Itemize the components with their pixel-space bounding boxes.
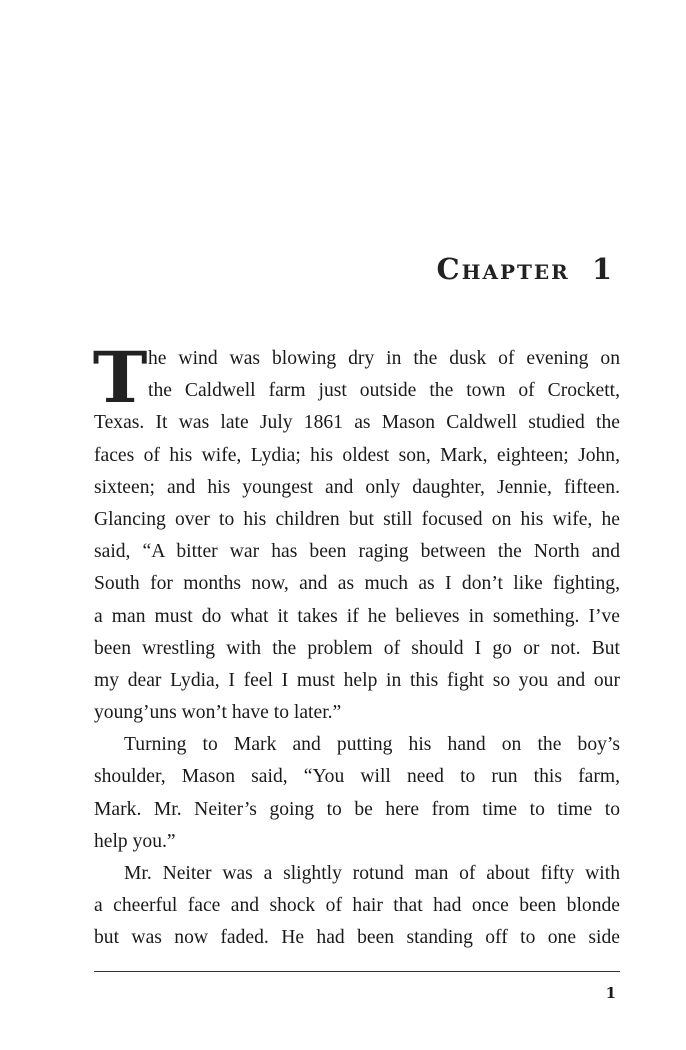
text-line: sixteen; and his youngest and only daughter, Jennie, fifteen. (94, 476, 620, 498)
body-text (92, 336, 620, 955)
footer-rule (94, 971, 620, 972)
text-line: faces of his wife, Lydia; his oldest son, Mark, eighteen; John, (94, 444, 620, 466)
drop-cap: T (92, 336, 148, 419)
text-line: a man must do what it takes if he believes in something. I’ve (94, 605, 620, 627)
text-line: Turning to Mark and putting his hand on the boy’s (124, 734, 620, 756)
chapter-number: 1 (591, 252, 614, 286)
text-line: shoulder, Mason said, “You will need to run this farm, (94, 766, 620, 788)
text-line: said, “A bitter war has been raging between the North and (94, 541, 620, 563)
text-line: but was now faded. He had been standing off to one side (94, 927, 620, 949)
chapter-heading (437, 252, 614, 286)
text-line: a cheerful face and shock of hair that had once been blonde (94, 895, 620, 917)
text-line: young’uns won’t have to later.” (94, 702, 342, 724)
text-line: South for months now, and as much as I don’t like fighting, (94, 573, 620, 595)
text-line: he wind was blowing dry in the dusk of evening on (148, 348, 620, 369)
page-number: 1 (605, 984, 616, 1002)
text-line: Texas. It was late July 1861 as Mason Caldwell studied the (94, 412, 620, 434)
text-line: Mr. Neiter was a slightly rotund man of about fifty with (124, 863, 620, 884)
text-line: the Caldwell farm just outside the town of Crockett, (148, 380, 620, 402)
text-line: my dear Lydia, I feel I must help in this fight so you and our (94, 669, 620, 691)
text-line: Glancing over to his children but still focused on his wife, he (94, 508, 620, 530)
text-line: Mark. Mr. Neiter’s going to be here from time to time to (94, 798, 620, 820)
text-line: been wrestling with the problem of should I go or not. But (94, 637, 620, 659)
chapter-word: Chapter (436, 252, 570, 286)
text-line: help you.” (94, 830, 176, 852)
